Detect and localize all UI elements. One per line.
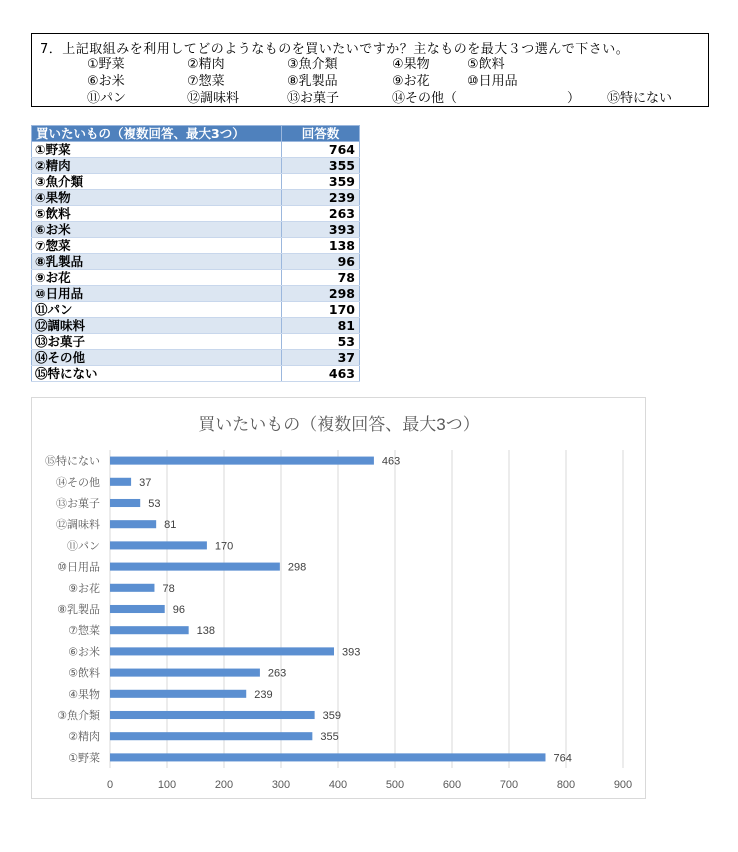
table-row (32, 142, 360, 158)
table-header-row (32, 126, 360, 142)
table-cell-value: 463 (282, 366, 360, 382)
table-header-item: 買いたいもの（複数回答、最大3つ） (32, 126, 282, 142)
table-cell-value: 298 (282, 286, 360, 302)
option-item: ⑦惣菜 (187, 74, 225, 89)
table-cell-value: 53 (282, 334, 360, 350)
x-tick-label: 300 (271, 779, 291, 791)
data-label: 393 (342, 646, 361, 659)
x-tick-label: 100 (157, 779, 177, 791)
option-item: ⑩日用品 (467, 74, 518, 89)
x-tick-label: 600 (442, 779, 462, 791)
category-label: ④果物 (68, 688, 100, 701)
x-tick-label: 700 (499, 779, 519, 791)
bar (110, 605, 165, 613)
table-cell-label: ②精肉 (32, 158, 282, 174)
data-label: 355 (320, 731, 339, 744)
table-row (32, 302, 360, 318)
data-label: 463 (381, 455, 401, 468)
data-label: 81 (164, 519, 177, 532)
bar (110, 626, 189, 634)
data-label: 96 (172, 604, 185, 616)
bar (110, 584, 154, 592)
category-label: ⑥お米 (68, 646, 100, 659)
category-label: ⑧乳製品 (57, 604, 100, 616)
category-label: ②精肉 (68, 731, 100, 744)
table-cell-label: ⑥お米 (32, 222, 282, 238)
x-tick-label: 900 (613, 779, 633, 791)
table-cell-value: 37 (282, 350, 360, 366)
table-row (32, 222, 360, 238)
table-row (32, 318, 360, 334)
data-label: 78 (162, 582, 175, 595)
category-label: ⑫調味料 (56, 519, 100, 532)
table-cell-label: ①野菜 (32, 142, 282, 158)
table-cell-value: 170 (282, 302, 360, 318)
table-cell-label: ⑮特にない (32, 366, 282, 382)
category-label: ③魚介類 (57, 710, 100, 722)
x-tick-label: 0 (106, 779, 114, 791)
option-item: ④果物 (392, 57, 430, 72)
category-label: ①野菜 (68, 752, 100, 765)
option-item: ⑫調味料 (187, 91, 240, 106)
x-tick-label: 800 (556, 779, 576, 791)
category-label: ⑩日用品 (57, 561, 100, 574)
table-row (32, 158, 360, 174)
chart-title: 買いたいもの（複数回答、最大3つ） (198, 415, 480, 434)
table-cell-label: ⑭その他 (32, 350, 282, 366)
category-label: ⑨お花 (68, 582, 100, 595)
option-item: ①野菜 (87, 57, 125, 72)
table-cell-label: ⑦惣菜 (32, 238, 282, 254)
option-item: ②精肉 (187, 57, 225, 72)
category-label: ⑪パン (67, 540, 100, 553)
table-row (32, 334, 360, 350)
data-label: 764 (553, 752, 572, 765)
data-label: 239 (254, 688, 273, 701)
x-tick-label: 500 (385, 779, 405, 791)
category-label: ⑮特にない (45, 455, 100, 468)
table-header-count: 回答数 (282, 126, 360, 142)
table-cell-value: 359 (282, 174, 360, 190)
table-row (32, 238, 360, 254)
bar (110, 541, 207, 549)
table-cell-label: ⑩日用品 (32, 286, 282, 302)
bar (110, 732, 312, 740)
table-cell-label: ⑧乳製品 (32, 254, 282, 270)
question-text: 7．上記取組みを利用してどのようなものを買いたいですか？主なものを最大３つ選んで下さい。 (40, 42, 630, 57)
table-row (32, 366, 360, 382)
table-row (32, 286, 360, 302)
bar (110, 478, 131, 486)
x-tick-label: 400 (328, 779, 348, 791)
table-cell-label: ⑬お菓子 (32, 334, 282, 350)
table-cell-value: 263 (282, 206, 360, 222)
table-cell-value: 78 (282, 270, 360, 286)
option-item: ⑥お米 (87, 74, 125, 89)
data-label: 37 (139, 476, 152, 489)
table-row (32, 174, 360, 190)
table-cell-value: 393 (282, 222, 360, 238)
option-item: ③魚介類 (287, 57, 338, 72)
category-label: ⑦惣菜 (68, 625, 100, 638)
table-cell-label: ⑫調味料 (32, 318, 282, 334)
bar (110, 753, 545, 761)
option-item: ⑬お菓子 (287, 91, 340, 106)
bar (110, 520, 156, 528)
table-cell-value: 355 (282, 158, 360, 174)
table-row (32, 206, 360, 222)
table-row (32, 254, 360, 270)
option-item: ⑨お花 (392, 74, 430, 89)
data-label: 263 (267, 667, 287, 680)
table-row (32, 350, 360, 366)
data-label: 138 (196, 625, 216, 638)
bar (110, 563, 280, 571)
table-row (32, 190, 360, 206)
bar (110, 647, 334, 655)
x-tick-label: 200 (214, 779, 234, 791)
bar (110, 457, 374, 465)
table-cell-label: ⑪パン (32, 302, 282, 318)
table-cell-label: ④果物 (32, 190, 282, 206)
option-item: ⑭その他（ (392, 91, 458, 106)
question-box (31, 33, 709, 107)
option-item: ⑧乳製品 (287, 74, 338, 89)
option-item: ⑪パン (87, 91, 127, 106)
bar-chart (32, 398, 647, 800)
table-row (32, 270, 360, 286)
option-item: ⑮特にない (607, 91, 673, 106)
bar (110, 711, 315, 719)
table-body (32, 142, 360, 382)
table-cell-value: 239 (282, 190, 360, 206)
data-label: 53 (148, 498, 161, 510)
data-label: 170 (214, 540, 234, 553)
bar (110, 669, 260, 677)
bar (110, 690, 246, 698)
table-cell-value: 764 (282, 142, 360, 158)
table-cell-value: 138 (282, 238, 360, 254)
data-table (31, 125, 360, 382)
category-label: ⑬お菓子 (56, 498, 100, 510)
option-item: ） (567, 91, 581, 106)
category-label: ⑤飲料 (68, 667, 100, 680)
data-label: 359 (322, 710, 341, 722)
table-cell-value: 96 (282, 254, 360, 270)
table-cell-label: ③魚介類 (32, 174, 282, 190)
chart-frame (31, 397, 646, 799)
option-item: ⑤飲料 (467, 57, 505, 72)
data-label: 298 (287, 561, 307, 574)
bar (110, 499, 140, 507)
table-cell-label: ⑨お花 (32, 270, 282, 286)
table-cell-label: ⑤飲料 (32, 206, 282, 222)
category-label: ⑭その他 (56, 476, 100, 489)
table-cell-value: 81 (282, 318, 360, 334)
